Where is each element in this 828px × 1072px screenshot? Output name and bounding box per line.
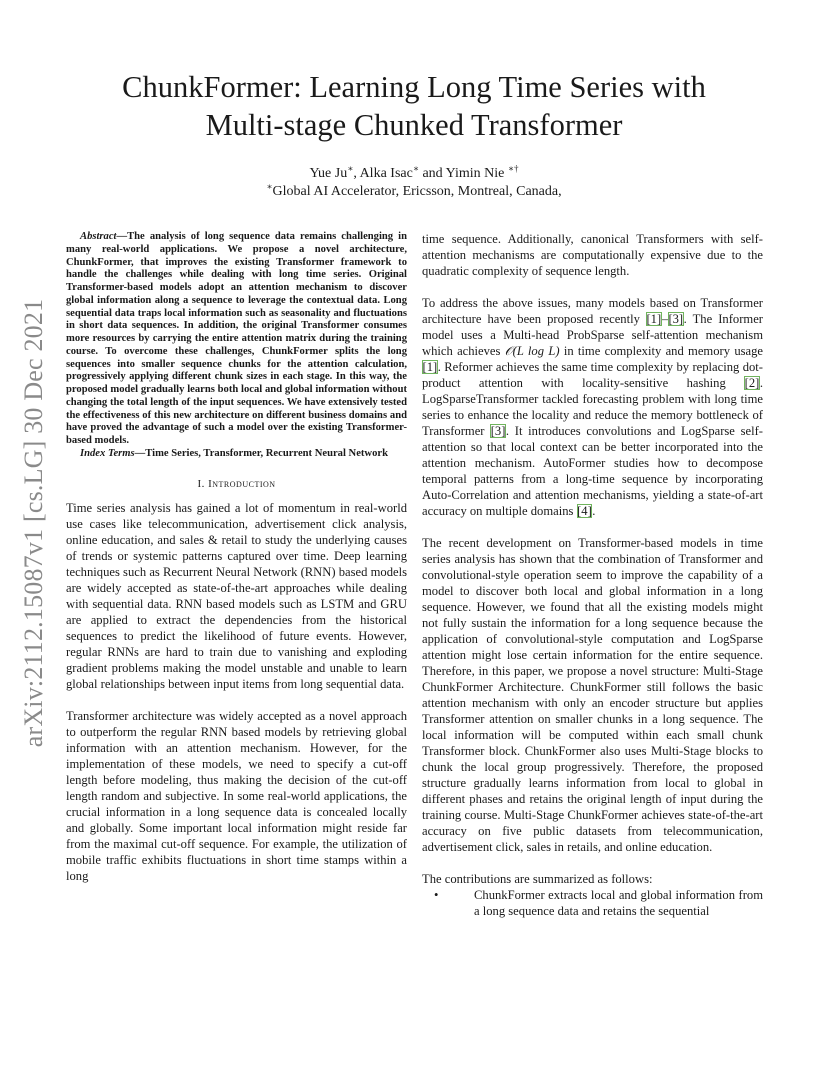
body-paragraph-related-work (422, 295, 763, 519)
index-terms (66, 448, 407, 461)
citation-link[interactable]: [4] (577, 504, 592, 518)
text-run: – (661, 312, 668, 326)
body-paragraph: Transformer architecture was widely accepted as a novel approach to outperform the regular RNN based models by retrieving global information with an attention mechanism. However, for the implementation of these models, we need to specify a cut-off length before modeling, thus making the decision of the cut-off length random and subjective. In some real-world applications, the crucial information in a long sequence data is concealed locally and globally. Some important local information might reside far from the maximal cut-off sequence. For example, the utilization of mobile traffic exhibits fluctuations in short time stamps within a long (66, 708, 407, 883)
contribution-list-item (422, 887, 763, 919)
text-run: To address the above issues, many models based on Transformer architecture have been proposed recently (422, 296, 763, 326)
section-title: Introduction (208, 477, 276, 490)
text-run: . (592, 504, 596, 518)
complexity-formula: 𝒪(L log L) (504, 344, 560, 358)
body-paragraph: Time series analysis has gained a lot of momentum in real-world use cases like telecommunication, advertisement click analysis, online education, and sales & retail to study the underlying causes of trends or systemic patterns captured over time. Deep learning techniques such as Recurrent Neural Network (RNN) based models are widely accepted as state-of-the-art approaches while dealing with sequential data. RNN based models such as LSTM and GRU are applied to extract the dependencies from the historical sequences to predict the likelihood of future events. However, regular RNNs are hard to train due to vanishing and exploding gradient problems making the model unstable and unable to learn global relationships between input items from long sequential data. (66, 500, 407, 691)
right-column (422, 231, 763, 919)
body-paragraph: time sequence. Additionally, canonical Transformers with self-attention mechanisms are computationally expensive due to the quadratic complexity of sequence length. (422, 232, 763, 278)
affiliation-text: Global AI Accelerator, Ericsson, Montreal, Canada, (272, 184, 562, 199)
index-terms-label: Index Terms (80, 447, 135, 459)
title-line-1: ChunkFormer: Learning Long Time Series with (122, 70, 706, 104)
affiliation-mark: ∗ (266, 181, 273, 192)
body-paragraph: The contributions are summarized as follows: (422, 872, 653, 886)
text-run: in time complexity and memory usage (559, 344, 763, 358)
citation-link[interactable]: [1] (646, 312, 662, 326)
citation-link[interactable]: [2] (744, 376, 760, 390)
author-list (60, 165, 768, 183)
author-name: , Alka Isac (353, 166, 413, 181)
abstract (66, 231, 407, 448)
bullet-marker: • (434, 888, 439, 902)
citation-link[interactable]: [1] (422, 360, 438, 374)
body-paragraph: The recent development on Transformer-based models in time series analysis has shown that the combination of Transformer and convolutional-style operation seem to improve the capability of a model to discover both local and global information in a long sequence. However, we found that all the existing models might not fully sustain the information for a long sequence because the application of convolutional-style computation and LogSparse attention might lose certain information for the entire sequence. Therefore, in this paper, we propose a novel structure: Multi-Stage ChunkFormer Architecture. ChunkFormer still follows the basic attention mechanism with only an encoder structure but applies Transformer attention on smaller chunks in a long sequence. The local information will be computed within each small chunk Transformer block. ChunkFormer also uses Multi-Stage blocks to chunk the local group progressively. Therefore, the proposed structure gradually learns information from local to global in different phases and retains the original length of input during the training course. Multi-Stage ChunkFormer achieves state-of-the-art accuracy on five public datasets from telecommunication, advertisement click, sales in retails, and online education. (422, 536, 763, 854)
text-run: . LogSparseTransformer tackled forecasting problem with long time series to enhance the locality and reduce the memory bottleneck of Transformer (422, 376, 763, 438)
citation-link[interactable]: [3] (668, 312, 684, 326)
author-mark: ∗† (507, 163, 519, 174)
left-column (66, 231, 407, 884)
citation-link[interactable]: [3] (490, 424, 506, 438)
paper-title (60, 68, 768, 144)
text-run: . Reformer achieves the same time complexity by replacing dot-product attention with locality-sensitive hashing (422, 360, 763, 390)
abstract-label: Abstract (80, 231, 117, 242)
author-name: Yue Ju (309, 166, 348, 181)
author-name: and Yimin Nie (418, 166, 508, 181)
section-numeral: I. (197, 477, 209, 490)
author-mark: ∗ (412, 163, 419, 174)
index-terms-text: —Time Series, Transformer, Recurrent Neural Network (134, 447, 388, 459)
abstract-text: —The analysis of long sequence data remains challenging in many real-world applications. We propose a novel architecture, ChunkFormer, that improves the existing Transformer framework to handle the challenges while dealing with long time series. Original Transformer-based models adopt an attention mechanism to discover global information along a sequence to leverage the contextual data. Long sequential data traps local information such as seasonality and fluctuations in short data sequences. In addition, the original Transformer consumes more resources by carrying the entire attention matrix during the training course. To overcome these challenges, ChunkFormer splits the long sequences into smaller sequence chunks for the attention calculation, progressively applying different chunk sizes in each stage. In this way, the proposed model gradually learns both local and global information without changing the total length of the input sequences. We have extensively tested the effectiveness of this new architecture on different business domains and have proved the advantage of such a model over the existing Transformer-based models. (66, 231, 407, 446)
title-line-2: Multi-stage Chunked Transformer (205, 108, 623, 142)
text-run: . It introduces convolutions and LogSparse self-attention so that local context can be better incorporated into the attention mechanism. AutoFormer studies how to decompose temporal patterns from a long-time sequence by incorporating Auto-Correlation and attention mechanisms, yielding a state-of-art accuracy on multiple domains (422, 424, 763, 518)
section-heading-introduction (66, 478, 407, 490)
contribution-text: ChunkFormer extracts local and global information from a long sequence data and retains the sequential (474, 888, 763, 918)
arxiv-identifier: arXiv:2112.15087v1 [cs.LG] 30 Dec 2021 (19, 298, 48, 748)
text-run: . The Informer model uses a Multi-head ProbSparse self-attention mechanism which achieves (422, 312, 763, 358)
author-affiliation (60, 183, 768, 201)
arxiv-sidebar-stamp (19, 288, 48, 758)
author-mark: ∗ (347, 163, 354, 174)
